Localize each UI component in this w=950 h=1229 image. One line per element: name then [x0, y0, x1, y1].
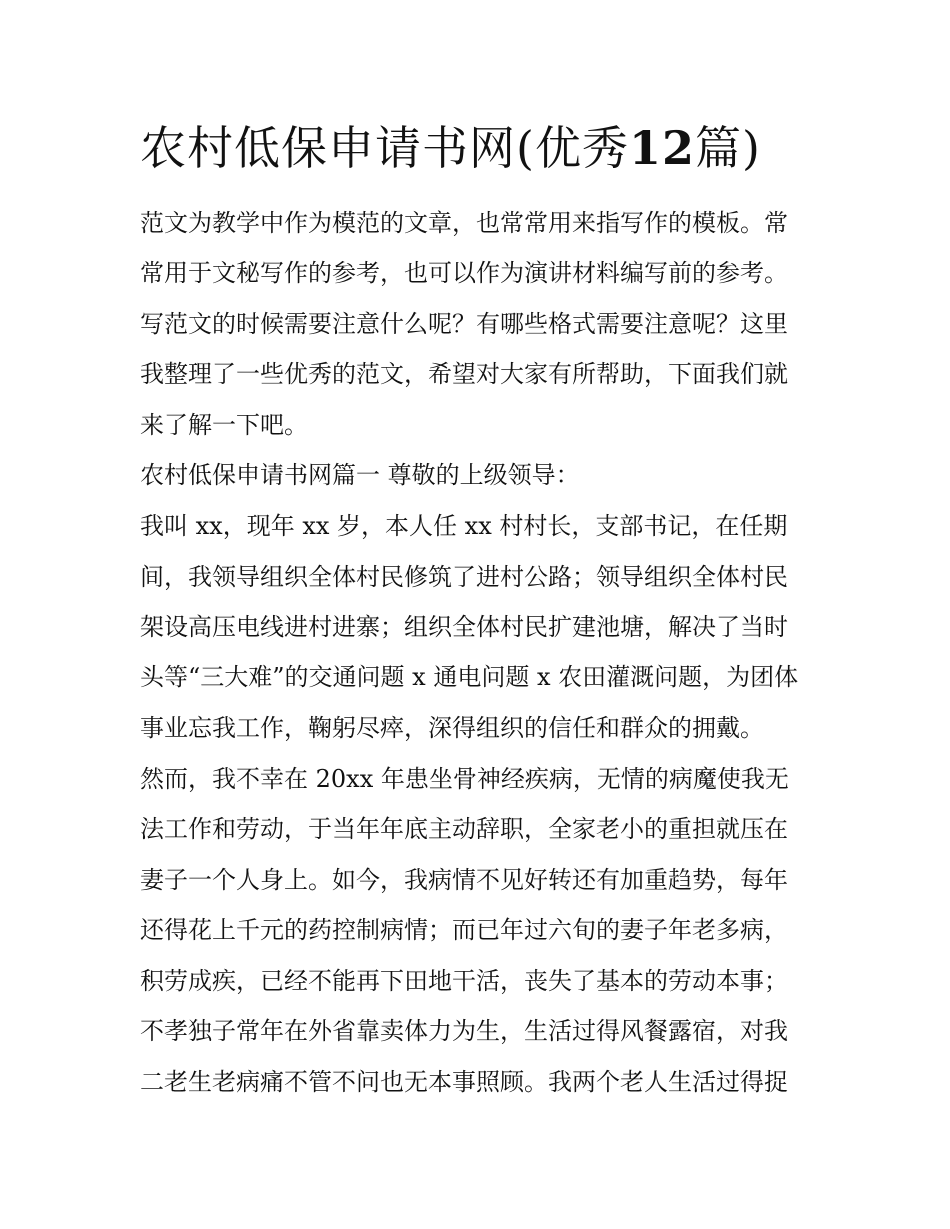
body-line: 事业忘我工作，鞠躬尽瘁，深得组织的信任和群众的拥戴。: [140, 714, 764, 742]
body-line: 我叫 xx，现年 xx 岁，本人任 xx 村村长，支部书记，在任期: [140, 512, 788, 540]
document-title: [140, 118, 761, 178]
body-line: 范文为教学中作为模范的文章，也常常用来指写作的模板。常: [140, 209, 788, 237]
body-line: 不孝独子常年在外省靠卖体力为生，生活过得风餐露宿，对我: [140, 1017, 788, 1045]
body-line: 妻子一个人身上。如今，我病情不见好转还有加重趋势，每年: [140, 866, 788, 894]
body-line: 间，我领导组织全体村民修筑了进村公路；领导组织全体村民: [140, 563, 788, 591]
body-line: 头等“三大难”的交通问题 x 通电问题 x 农田灌溉问题，为团体: [140, 663, 799, 691]
body-line: 法工作和劳动，于当年年底主动辞职，全家老小的重担就压在: [140, 815, 788, 843]
body-line: 然而，我不幸在 20xx 年患坐骨神经疾病，无情的病魔使我无: [140, 765, 789, 793]
body-line: 架设高压电线进村进寨；组织全体村民扩建池塘，解决了当时: [140, 613, 788, 641]
title-prefix: 农村低保申请书网(优秀: [140, 121, 629, 175]
body-line: 积劳成疾，已经不能再下田地干活，丧失了基本的劳动本事；: [140, 967, 788, 995]
body-line: 二老生老病痛不管不问也无本事照顾。我两个老人生活过得捉: [140, 1068, 788, 1096]
section-heading-line: 农村低保申请书网篇一 尊敬的上级领导：: [140, 461, 580, 489]
body-line: 来了解一下吧。: [140, 411, 308, 439]
body-line: 我整理了一些优秀的范文，希望对大家有所帮助，下面我们就: [140, 360, 788, 388]
body-line: 常用于文秘写作的参考，也可以作为演讲材料编写前的参考。: [140, 259, 788, 287]
body-line: 还得花上千元的药控制病情；而已年过六旬的妻子年老多病，: [140, 916, 788, 944]
title-suffix: 篇): [694, 121, 761, 175]
body-line: 写范文的时候需要注意什么呢？有哪些格式需要注意呢？这里: [140, 310, 788, 338]
title-number: 12: [628, 121, 695, 175]
